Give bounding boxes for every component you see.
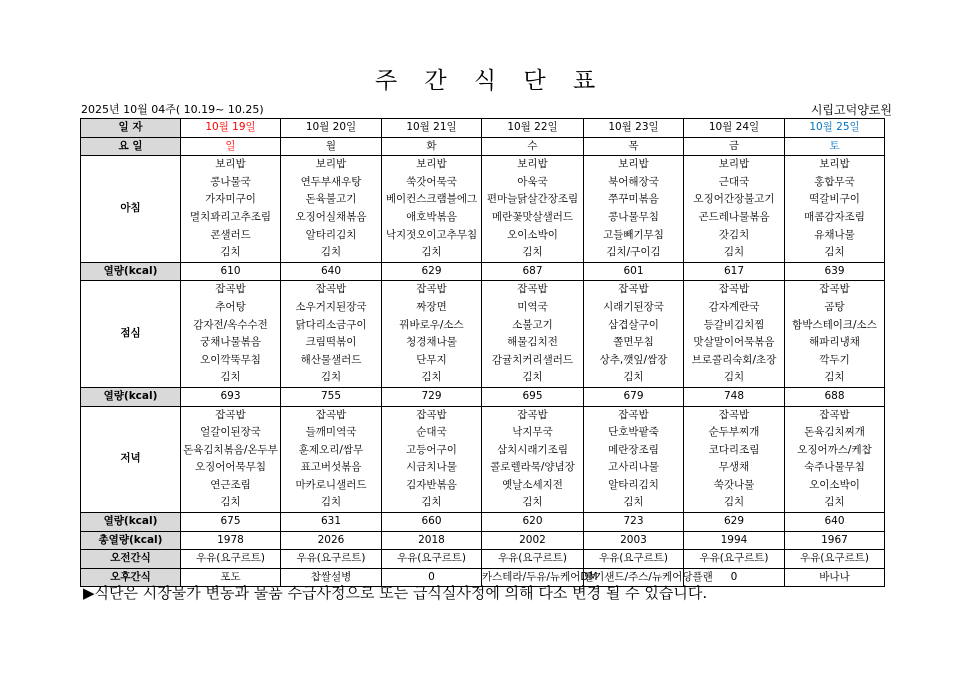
date-cell: 10월 22일 xyxy=(482,119,584,138)
menu-item: 애호박볶음 xyxy=(406,210,457,223)
dinner-menu-cell xyxy=(482,406,584,513)
lunch-menu-cell xyxy=(785,281,885,388)
menu-item: 매콤감자조림 xyxy=(804,210,865,223)
day-row-label: 요 일 xyxy=(81,137,181,156)
menu-item: 보리밥 xyxy=(819,158,850,171)
menu-item: 고들빼기무침 xyxy=(603,228,664,241)
kcal-value: 631 xyxy=(281,513,382,532)
menu-item: 돈육김치찌개 xyxy=(804,426,865,439)
menu-item: 오이소박이 xyxy=(507,228,558,241)
day-cell: 일 xyxy=(181,137,281,156)
menu-item: 함박스테이크/소스 xyxy=(792,318,877,331)
am-snack-value: 우유(요구르트) xyxy=(785,550,885,569)
page-title: 주 간 식 단 표 xyxy=(374,68,606,94)
menu-item: 옛날소세지전 xyxy=(502,478,563,491)
menu-item: 연근조림 xyxy=(210,478,251,491)
dinner-menu-cell xyxy=(785,406,885,513)
menu-item: 김치 xyxy=(320,371,342,384)
menu-item: 알타리김치 xyxy=(305,228,357,241)
menu-item: 잡곡밥 xyxy=(215,283,246,296)
menu-item: 김치 xyxy=(320,246,342,259)
menu-item: 브로콜리숙회/초장 xyxy=(691,353,777,366)
menu-item: 삼치시래기조림 xyxy=(496,443,568,456)
total-kcal-label: 총열량(kcal) xyxy=(81,531,181,550)
day-cell: 토 xyxy=(785,137,885,156)
date-cell: 10월 25일 xyxy=(785,119,885,138)
dinner-menu-cell xyxy=(382,406,482,513)
kcal-value: 695 xyxy=(482,387,584,406)
menu-item: 갓김치 xyxy=(718,228,750,241)
menu-item: 추어탕 xyxy=(215,300,246,313)
menu-item: 김치 xyxy=(421,246,442,259)
menu-item: 편마늘닭살간장조림 xyxy=(486,193,579,206)
breakfast-menu-cell xyxy=(482,156,584,263)
dinner-kcal-row xyxy=(81,513,885,532)
menu-item: 오이소박이 xyxy=(809,478,860,491)
menu-item: 돈육김치볶음/온두부 xyxy=(183,443,278,456)
menu-item: 김치/구이김 xyxy=(606,246,661,259)
kcal-value: 629 xyxy=(684,513,785,532)
menu-item: 잡곡밥 xyxy=(315,408,347,421)
dinner-kcal-label: 열량(kcal) xyxy=(81,513,181,532)
menu-item: 북어해장국 xyxy=(608,175,659,188)
total-kcal-row xyxy=(81,531,885,550)
menu-item: 시금치나물 xyxy=(406,461,457,474)
kcal-value: 687 xyxy=(482,262,584,281)
menu-item: 미역국 xyxy=(517,300,548,313)
menu-item: 콜로렐라묵/양념장 xyxy=(490,461,575,474)
pm-snack-value: 카스테라/두유/뉴케어DM xyxy=(482,568,584,587)
kcal-value: 679 xyxy=(584,387,684,406)
breakfast-menu-cell xyxy=(281,156,382,263)
menu-item: 김치 xyxy=(723,246,745,259)
menu-item: 오징어어묵무침 xyxy=(194,461,266,474)
menu-item: 고사리나물 xyxy=(608,461,659,474)
menu-item: 잡곡밥 xyxy=(215,408,246,421)
kcal-value: 639 xyxy=(785,262,885,281)
date-cell: 10월 21일 xyxy=(382,119,482,138)
menu-item: 보리밥 xyxy=(618,158,649,171)
menu-item: 콩나물국 xyxy=(210,175,251,188)
date-cell: 10월 19일 xyxy=(181,119,281,138)
menu-item: 김치 xyxy=(723,496,745,509)
menu-item: 코다리조림 xyxy=(708,443,760,456)
menu-item: 김치 xyxy=(522,246,543,259)
total-kcal-value: 1967 xyxy=(785,531,885,550)
pm-snack-value: 바나나 xyxy=(785,568,885,587)
breakfast-kcal-row xyxy=(81,262,885,281)
menu-item: 보리밥 xyxy=(315,158,347,171)
kcal-value: 748 xyxy=(684,387,785,406)
menu-item: 연두부새우탕 xyxy=(300,175,362,188)
total-kcal-value: 2002 xyxy=(482,531,584,550)
dinner-row xyxy=(81,406,885,513)
menu-item: 단무지 xyxy=(416,353,447,366)
menu-item: 오징어까스/케찹 xyxy=(797,443,872,456)
menu-item: 곤드레나물볶음 xyxy=(698,210,770,223)
kcal-value: 640 xyxy=(785,513,885,532)
menu-item: 잡곡밥 xyxy=(517,283,548,296)
lunch-menu-cell xyxy=(181,281,281,388)
day-cell: 목 xyxy=(584,137,684,156)
kcal-value: 675 xyxy=(181,513,281,532)
menu-item: 잡곡밥 xyxy=(819,283,850,296)
menu-item: 김치 xyxy=(421,496,442,509)
kcal-value: 610 xyxy=(181,262,281,281)
menu-item: 무생채 xyxy=(718,461,750,474)
menu-item: 보리밥 xyxy=(718,158,750,171)
total-kcal-value: 1994 xyxy=(684,531,785,550)
date-cell: 10월 23일 xyxy=(584,119,684,138)
day-cell: 화 xyxy=(382,137,482,156)
menu-item: 고등어구이 xyxy=(406,443,457,456)
menu-item: 메란장조림 xyxy=(608,443,659,456)
menu-item: 김자반볶음 xyxy=(406,478,457,491)
pm-snack-value: 포도 xyxy=(181,568,281,587)
menu-item: 잡곡밥 xyxy=(618,408,649,421)
menu-item: 잡곡밥 xyxy=(718,408,750,421)
total-kcal-value: 2018 xyxy=(382,531,482,550)
menu-item: 보리밥 xyxy=(517,158,548,171)
breakfast-label: 아침 xyxy=(81,156,181,263)
menu-item: 베이컨스크램블에그 xyxy=(385,193,478,206)
menu-item: 소불고기 xyxy=(512,318,553,331)
lunch-menu-cell xyxy=(281,281,382,388)
menu-item: 숙주나물무침 xyxy=(804,461,865,474)
day-row xyxy=(81,137,885,156)
menu-item: 잡곡밥 xyxy=(517,408,548,421)
menu-item: 궁채나물볶음 xyxy=(200,336,261,349)
menu-item: 표고버섯볶음 xyxy=(300,461,362,474)
menu-item: 해파리냉채 xyxy=(809,336,860,349)
pm-snack-label: 오후간식 xyxy=(81,568,181,587)
menu-item: 쭈꾸미볶음 xyxy=(608,193,659,206)
menu-item: 떡갈비구이 xyxy=(809,193,860,206)
weekly-menu-table xyxy=(80,118,885,587)
lunch-menu-cell xyxy=(584,281,684,388)
dinner-menu-cell xyxy=(181,406,281,513)
dinner-label: 저녁 xyxy=(81,406,181,513)
breakfast-menu-cell xyxy=(684,156,785,263)
lunch-menu-cell xyxy=(382,281,482,388)
breakfast-menu-cell xyxy=(584,156,684,263)
lunch-menu-cell xyxy=(684,281,785,388)
pm-snack-value: 0 xyxy=(382,568,482,587)
menu-item: 맛살말이어묵볶음 xyxy=(693,336,775,349)
menu-item: 잡곡밥 xyxy=(718,283,750,296)
day-cell: 수 xyxy=(482,137,584,156)
menu-item: 청경채나물 xyxy=(406,336,457,349)
menu-item: 김치 xyxy=(824,371,845,384)
menu-item: 훈제오리/쌈무 xyxy=(298,443,364,456)
kcal-value: 693 xyxy=(181,387,281,406)
menu-item: 김치 xyxy=(220,371,241,384)
menu-item: 근대국 xyxy=(718,175,750,188)
menu-item: 짜장면 xyxy=(416,300,447,313)
menu-item: 들깨미역국 xyxy=(305,426,357,439)
menu-item: 잡곡밥 xyxy=(819,408,850,421)
menu-item: 보리밥 xyxy=(215,158,246,171)
lunch-kcal-row xyxy=(81,387,885,406)
menu-item: 감자계란국 xyxy=(708,300,760,313)
menu-item: 가자미구이 xyxy=(205,193,256,206)
day-cell: 월 xyxy=(281,137,382,156)
lunch-row xyxy=(81,281,885,388)
am-snack-value: 우유(요구르트) xyxy=(281,550,382,569)
menu-item: 해물김치전 xyxy=(507,336,558,349)
menu-item: 곰탕 xyxy=(824,300,845,313)
menu-item: 오징어실채볶음 xyxy=(295,210,367,223)
kcal-value: 620 xyxy=(482,513,584,532)
dinner-menu-cell xyxy=(281,406,382,513)
menu-item: 감자전/옥수수전 xyxy=(193,318,268,331)
menu-item: 쑥갓나물 xyxy=(713,478,755,491)
menu-item: 잡곡밥 xyxy=(618,283,649,296)
breakfast-row xyxy=(81,156,885,263)
breakfast-menu-cell xyxy=(181,156,281,263)
menu-item: 김치 xyxy=(723,371,745,384)
menu-item: 소우거지된장국 xyxy=(295,300,367,313)
am-snack-value: 우유(요구르트) xyxy=(684,550,785,569)
menu-item: 돈육불고기 xyxy=(305,193,357,206)
menu-item: 순대국 xyxy=(416,426,447,439)
menu-item: 얼갈이된장국 xyxy=(200,426,261,439)
breakfast-menu-cell xyxy=(382,156,482,263)
kcal-value: 629 xyxy=(382,262,482,281)
menu-item: 잡곡밥 xyxy=(416,408,447,421)
kcal-value: 640 xyxy=(281,262,382,281)
menu-item: 잡곡밥 xyxy=(416,283,447,296)
menu-item: 김치 xyxy=(522,371,543,384)
menu-item: 등갈비김치찜 xyxy=(703,318,765,331)
menu-item: 크림떡볶이 xyxy=(305,336,357,349)
menu-item: 감귤치커리샐러드 xyxy=(491,353,574,366)
menu-item: 잡곡밥 xyxy=(315,283,347,296)
lunch-menu-cell xyxy=(482,281,584,388)
menu-item: 김치 xyxy=(522,496,543,509)
menu-item: 김치 xyxy=(320,496,342,509)
menu-item: 알타리김치 xyxy=(608,478,659,491)
menu-item: 순두부찌개 xyxy=(708,426,760,439)
menu-item: 김치 xyxy=(623,496,644,509)
menu-item: 멸치꽈리고추조림 xyxy=(189,210,272,223)
kcal-value: 601 xyxy=(584,262,684,281)
date-cell: 10월 20일 xyxy=(281,119,382,138)
menu-item: 유채나물 xyxy=(814,228,855,241)
menu-item: 콘샐러드 xyxy=(210,228,251,241)
am-snack-label: 오전간식 xyxy=(81,550,181,569)
total-kcal-value: 1978 xyxy=(181,531,281,550)
menu-item: 상추,깻잎/쌈장 xyxy=(599,353,668,366)
menu-item: 깍두기 xyxy=(819,353,850,366)
menu-item: 닭다리소금구이 xyxy=(295,318,367,331)
am-snack-value: 우유(요구르트) xyxy=(181,550,281,569)
pm-snack-value: 찹쌀설병 xyxy=(281,568,382,587)
menu-item: 꿔바로우/소스 xyxy=(399,318,464,331)
menu-item: 마카로니샐러드 xyxy=(295,478,367,491)
total-kcal-value: 2003 xyxy=(584,531,684,550)
date-row xyxy=(81,119,885,138)
lunch-kcal-label: 열량(kcal) xyxy=(81,387,181,406)
date-cell: 10월 24일 xyxy=(684,119,785,138)
menu-item: 김치 xyxy=(623,371,644,384)
kcal-value: 660 xyxy=(382,513,482,532)
menu-item: 오이깍뚝무침 xyxy=(200,353,261,366)
menu-item: 시래기된장국 xyxy=(603,300,664,313)
date-row-label: 일 자 xyxy=(81,119,181,138)
menu-item: 낙지무국 xyxy=(512,426,553,439)
menu-item: 김치 xyxy=(220,246,241,259)
kcal-value: 617 xyxy=(684,262,785,281)
week-range: 2025년 10월 04주( 10.19~ 10.25) xyxy=(81,103,264,116)
pm-snack-value: 0 xyxy=(684,568,785,587)
menu-item: 보리밥 xyxy=(416,158,447,171)
menu-item: 낙지젓오이고추무침 xyxy=(385,228,478,241)
breakfast-menu-cell xyxy=(785,156,885,263)
menu-item: 해산물샐러드 xyxy=(300,353,362,366)
menu-item: 김치 xyxy=(220,496,241,509)
kcal-value: 729 xyxy=(382,387,482,406)
menu-item: 메란꽃맛살샐러드 xyxy=(491,210,574,223)
menu-item: 아욱국 xyxy=(517,175,548,188)
notice-text: ▶식단은 시장물가 변동과 물품 수급사정으로 또는 급식실사정에 의해 다소 변경 될 수 있습니다. xyxy=(83,584,708,602)
menu-item: 쑥갓어묵국 xyxy=(406,175,457,188)
facility-name: 시립고덕양로원 xyxy=(810,103,892,117)
pm-snack-value: 딸기샌드/주스/뉴케어당플랜 xyxy=(584,568,684,587)
breakfast-kcal-label: 열량(kcal) xyxy=(81,262,181,281)
menu-item: 쫄면무침 xyxy=(613,336,654,349)
am-snack-row xyxy=(81,550,885,569)
am-snack-value: 우유(요구르트) xyxy=(584,550,684,569)
menu-item: 김치 xyxy=(421,371,442,384)
menu-item: 삼겹살구이 xyxy=(608,318,659,331)
menu-item: 오징어간장불고기 xyxy=(693,193,775,206)
day-cell: 금 xyxy=(684,137,785,156)
dinner-menu-cell xyxy=(584,406,684,513)
lunch-label: 점심 xyxy=(81,281,181,388)
dinner-menu-cell xyxy=(684,406,785,513)
menu-item: 콩나물무침 xyxy=(608,210,659,223)
kcal-value: 723 xyxy=(584,513,684,532)
menu-item: 홍합무국 xyxy=(814,175,855,188)
kcal-value: 688 xyxy=(785,387,885,406)
menu-item: 김치 xyxy=(824,496,845,509)
menu-item: 단호박팥죽 xyxy=(608,426,659,439)
kcal-value: 755 xyxy=(281,387,382,406)
total-kcal-value: 2026 xyxy=(281,531,382,550)
am-snack-value: 우유(요구르트) xyxy=(482,550,584,569)
menu-item: 김치 xyxy=(824,246,845,259)
am-snack-value: 우유(요구르트) xyxy=(382,550,482,569)
